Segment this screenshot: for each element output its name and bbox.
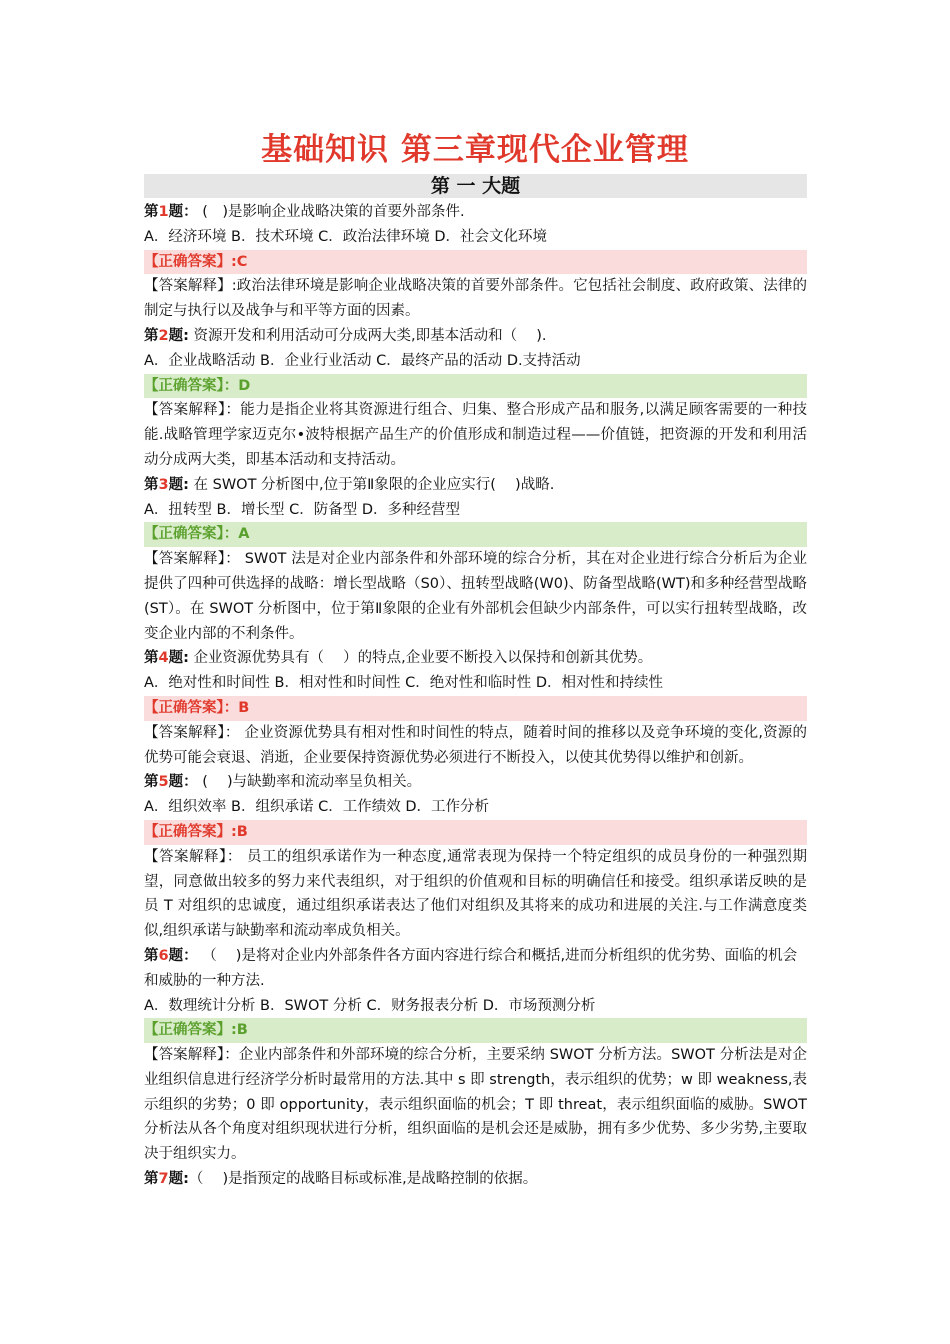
question-prefix: 第 (144, 774, 159, 791)
section-header: 第 一 大题 (144, 174, 807, 198)
question-stem: （ )是将对企业内外部条件各方面内容进行综合和概括,进而分析组织的优劣势、面临的机会和威胁的一种方法. (144, 947, 798, 989)
question-stem: ( )与缺勤率和流动率呈负相关。 (197, 774, 422, 791)
document-title: 基础知识 第三章现代企业管理 (261, 132, 689, 168)
question-prefix: 第 (144, 204, 159, 220)
question-suffix: 题: (168, 650, 189, 667)
question-prefix: 第 (144, 650, 159, 667)
question-suffix: 题: (168, 476, 189, 493)
question-block (144, 324, 807, 473)
question-number: 2 (158, 327, 169, 344)
question-suffix: 题： (168, 774, 198, 791)
question-number: 6 (158, 947, 169, 964)
question-block (144, 200, 807, 324)
question-block (144, 646, 807, 770)
question-options: A．数理统计分析 B．SWOT 分析 C．财务报表分析 D．市场预测分析 (144, 997, 596, 1014)
question-stem: （ )是指预定的战略目标或标准,是战略控制的依据。 (188, 1171, 538, 1188)
question-text (144, 944, 807, 994)
question-text (144, 646, 807, 671)
question-stem: 企业资源优势具有（ ）的特点,企业要不断投入以保持和创新其优势。 (188, 650, 653, 667)
question-options: A．经济环境 B．技术环境 C．政治法律环境 D．社会文化环境 (144, 228, 547, 245)
question-text (144, 200, 807, 225)
question-number: 7 (158, 1171, 169, 1188)
question-suffix: 题： (168, 204, 198, 220)
question-suffix: 题: (168, 1171, 189, 1188)
answer-explanation: 【答案解释】：能力是指企业将其资源进行组合、归集、整合形成产品和服务,以满足顾客需要的一种技能.战略管理学家迈克尔•波特根据产品生产的价值形成和制造过程——价值链，把资源的开发和利用活动分成两大类，即基本活动和支持活动。 (144, 402, 807, 468)
answer-explanation: 【答案解释】： SW0T 法是对企业内部条件和外部环境的综合分析，其在对企业进行综合分析后为企业提供了四种可供选择的战略：增长型战略（S0）、扭转型战略(W0)、防备型战略(WT)和多种经营型战略(ST）。在 SWOT 分析图中，位于第Ⅱ象限的企业有外部机会但缺少内部条件，可以实行扭转型战略，改变企业内部的不利条件。 (144, 551, 807, 642)
correct-answer-bar: 【正确答案】:C (144, 250, 807, 275)
question-list (144, 200, 807, 1192)
question-block (144, 473, 807, 647)
correct-answer-bar: 【正确答案】：A (144, 522, 807, 547)
question-text (144, 473, 807, 498)
question-number: 5 (158, 774, 169, 791)
question-options: A．绝对性和时间性 B．相对性和时间性 C．绝对性和临时性 D．相对性和持续性 (144, 675, 663, 692)
answer-explanation: 【答案解释】:政治法律环境是影响企业战略决策的首要外部条件。它包括社会制度、政府政策、法律的制定与执行以及战争与和平等方面的因素。 (144, 278, 807, 320)
question-prefix: 第 (144, 476, 159, 493)
correct-answer-bar: 【正确答案】:B (144, 1018, 807, 1043)
question-block (144, 1167, 807, 1192)
question-text (144, 1167, 807, 1192)
question-options: A．组织效率 B．组织承诺 C．工作绩效 D．工作分析 (144, 799, 489, 816)
correct-answer-bar: 【正确答案】：B (144, 696, 807, 721)
answer-explanation: 【答案解释】：企业内部条件和外部环境的综合分析，主要采纳 SWOT 分析方法。SWOT 分析法是对企业组织信息进行经济学分析时最常用的方法.其中 s 即 strength，表示组织的优势；w 即 weakness,表示组织的劣势；0 即 opportunity，表示组织面临的机会；T 即 threat，表示组织面临的威胁。SWOT 分析法从各个角度对组织现状进行分析，组织面临的是机会还是威胁，拥有多少优势、多少劣势,主要取决于组织实力。 (144, 1047, 807, 1163)
question-text (144, 770, 807, 795)
correct-answer-bar: 【正确答案】：D (144, 374, 807, 399)
question-options: A．企业战略活动 B．企业行业活动 C．最终产品的活动 D.支持活动 (144, 352, 581, 369)
question-stem: 在 SWOT 分析图中,位于第Ⅱ象限的企业应实行( )战略. (188, 476, 555, 493)
question-number: 4 (158, 650, 169, 667)
answer-explanation: 【答案解释】： 员工的组织承诺作为一种态度,通常表现为保持一个特定组织的成员身份的一种强烈期望，同意做出较多的努力来代表组织，对于组织的价值观和目标的明确信任和接受。组织承诺反映的是员 T 对组织的忠诚度，通过组织承诺表达了他们对组织及其将来的成功和进展的关注.与工作满意度类似,组织承诺与缺勤率和流动率成负相关。 (144, 848, 807, 940)
question-prefix: 第 (144, 1171, 159, 1188)
question-prefix: 第 (144, 327, 159, 344)
question-text (144, 324, 807, 349)
question-number: 3 (158, 476, 169, 493)
question-suffix: 题: (168, 327, 189, 344)
question-number: 1 (158, 204, 169, 220)
question-stem: ( )是影响企业战略决策的首要外部条件. (197, 204, 465, 220)
question-suffix: 题： (168, 947, 198, 964)
answer-explanation: 【答案解释】： 企业资源优势具有相对性和时间性的特点，随着时间的推移以及竞争环境的变化,资源的优势可能会衰退、消逝，企业要保持资源优势必须进行不断投入，以使其优势得以维护和创新。 (144, 724, 807, 766)
question-options: A．扭转型 B．增长型 C．防备型 D．多种经营型 (144, 501, 460, 518)
question-prefix: 第 (144, 947, 159, 964)
question-block (144, 944, 807, 1167)
question-block (144, 770, 807, 944)
correct-answer-bar: 【正确答案】:B (144, 820, 807, 845)
question-stem: 资源开发和利用活动可分成两大类,即基本活动和（ ). (188, 327, 547, 344)
